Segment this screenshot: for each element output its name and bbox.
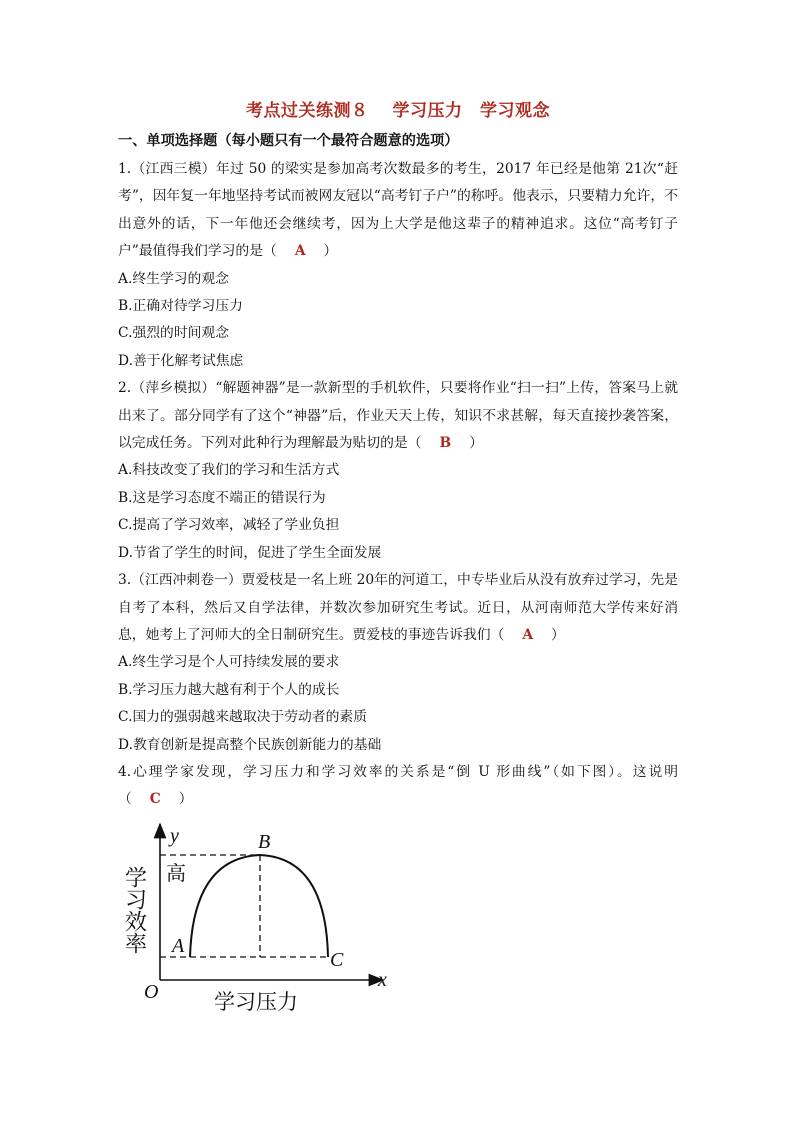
question-stem: 4.心理学家发现，学习压力和学习效率的关系是“倒 U 形曲线”（如下图）。这说明（ C ） — [118, 763, 678, 808]
x-axis-label: x — [378, 969, 387, 991]
option-d: D.善于化解考试焦虑 — [118, 352, 244, 369]
inverted-u-curve — [190, 855, 328, 957]
option-d: D.教育创新是提高整个民族创新能力的基础 — [118, 736, 382, 753]
y-axis-label: y — [170, 825, 179, 847]
option-a: A.终生学习是个人可持续发展的要求 — [118, 654, 340, 671]
question-stem: 3.（江西冲刺卷一）贾爱枝是一名上班 20年的河道工，中专毕业后从没有放弃过学习，先是自考了本科，然后又自学法律，并数次参加研究生考试。近日，从河南师范大学传来好消息，她考上了河师大的全日制研究生。贾爱枝的事迹告诉我们（ A ） — [118, 572, 678, 643]
section-heading: 一、单项选择题（每小题只有一个最符合题意的选项） — [118, 133, 459, 149]
option-a: A.终生学习的观念 — [118, 270, 229, 287]
point-a-label: A — [172, 935, 185, 957]
answer-mark: A — [522, 626, 534, 643]
answer-mark: C — [149, 791, 161, 808]
point-b-label: B — [258, 831, 271, 853]
point-c-label: C — [330, 949, 344, 971]
inverted-u-diagram — [121, 820, 398, 1015]
x-axis-title: 学习压力 — [214, 990, 298, 1014]
answer-mark: A — [294, 243, 306, 260]
origin-label: O — [144, 981, 159, 1003]
inverted-u-figure — [121, 820, 398, 1015]
question-1 — [118, 156, 678, 375]
question-4 — [118, 759, 678, 814]
option-d: D.节省了学生的时间，促进了学生全面发展 — [118, 544, 382, 561]
document-page — [118, 96, 678, 814]
question-stem: 1.（江西三模）年过 50 的梁实是参加高考次数最多的考生，2017 年已经是他第 21次“赶考”，因年复一年地坚持考试而被网友冠以“高考钉子户”的称呼。他表示，只要精力允许，不出意外的话，下一年他还会继续考，因为上大学是他这辈子的精神追求。这位“高考钉子户”最值得我们学习的是（ A ） — [118, 161, 678, 260]
option-c: C.国力的强弱越来越取决于劳动者的素质 — [118, 709, 367, 726]
y-axis-title: 学习效率 — [121, 866, 147, 954]
question-3 — [118, 567, 678, 759]
page-title: 考点过关练测８ 学习压力 学习观念 — [246, 101, 550, 121]
option-c: C.强烈的时间观念 — [118, 325, 230, 342]
option-c: C.提高了学习效率，减轻了学业负担 — [118, 517, 340, 534]
option-a: A.科技改变了我们的学习和生活方式 — [118, 462, 340, 479]
option-b: B.学习压力越大越有利于个人的成长 — [118, 681, 340, 698]
answer-mark: B — [439, 435, 452, 452]
y-high-label: 高 — [166, 861, 186, 885]
option-b: B.这是学习态度不端正的错误行为 — [118, 489, 326, 506]
question-stem: 2.（萍乡模拟）“解题神器”是一款新型的手机软件，只要将作业“扫一扫”上传，答案马上就出来了。部分同学有了这个“神器”后，作业天天上传，知识不求甚解，每天直接抄袭答案，以完成任务。下列对此种行为理解最为贴切的是（ B ） — [118, 380, 678, 452]
option-b: B.正确对待学习压力 — [118, 298, 243, 315]
question-2 — [118, 375, 678, 567]
